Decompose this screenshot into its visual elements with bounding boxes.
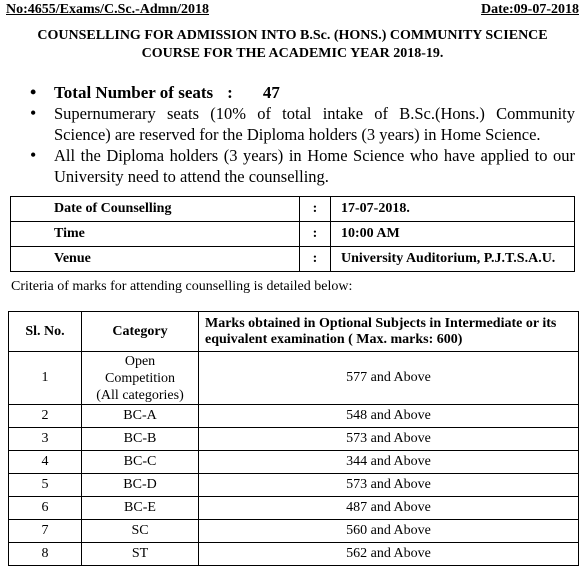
schedule-value: University Auditorium, P.J.T.S.A.U. <box>331 247 575 272</box>
row-sl: 3 <box>9 428 82 451</box>
table-row <box>9 451 579 474</box>
table-row <box>9 543 579 566</box>
table-header-row <box>9 312 579 352</box>
document-title <box>10 27 575 63</box>
title-line-1: COUNSELLING FOR ADMISSION INTO B.Sc. (HONS.) COMMUNITY SCIENCE <box>37 28 548 43</box>
table-row <box>9 428 579 451</box>
schedule-value: 17-07-2018. <box>331 197 575 222</box>
row-sl: 4 <box>9 451 82 474</box>
document-date: Date:09-07-2018 <box>481 2 579 17</box>
attend-bullet: • All the Diploma holders (3 years) in Home Science who have applied to our University need to attend the counselling. <box>30 145 575 187</box>
row-sl: 6 <box>9 497 82 520</box>
row-sl: 8 <box>9 543 82 566</box>
row-marks: 573 and Above <box>199 428 579 451</box>
schedule-row-date <box>11 197 575 222</box>
row-category: BC-C <box>82 451 199 474</box>
seats-label: Total Number of seats <box>54 83 214 102</box>
info-bullet-list <box>30 82 575 187</box>
row-marks: 577 and Above <box>199 352 579 405</box>
row-marks: 573 and Above <box>199 474 579 497</box>
row-marks: 344 and Above <box>199 451 579 474</box>
table-row <box>9 405 579 428</box>
title-line-2: COURSE FOR THE ACADEMIC YEAR 2018-19. <box>141 46 444 61</box>
header-marks: Marks obtained in Optional Subjects in Intermediate or its equivalent examination ( Max. marks: 600) <box>199 312 579 352</box>
row-category: BC-E <box>82 497 199 520</box>
document-header <box>6 2 579 20</box>
table-row <box>9 520 579 543</box>
seats-bullet <box>30 82 575 103</box>
table-row <box>9 352 579 405</box>
row-marks: 562 and Above <box>199 543 579 566</box>
row-sl: 7 <box>9 520 82 543</box>
category-line: Competition <box>105 370 175 386</box>
reference-number: No:4655/Exams/C.Sc.-Admn/2018 <box>6 2 210 17</box>
row-sl: 5 <box>9 474 82 497</box>
schedule-table <box>10 196 575 272</box>
criteria-text: Criteria of marks for attending counselling is detailed below: <box>11 279 353 294</box>
schedule-row-time <box>11 222 575 247</box>
schedule-label: Venue <box>11 247 300 272</box>
schedule-label: Time <box>11 222 300 247</box>
seats-value: 47 <box>262 83 280 102</box>
row-marks: 548 and Above <box>199 405 579 428</box>
row-category: ST <box>82 543 199 566</box>
schedule-value: 10:00 AM <box>331 222 575 247</box>
row-sl: 2 <box>9 405 82 428</box>
schedule-colon: : <box>300 222 331 247</box>
schedule-colon: : <box>300 197 331 222</box>
schedule-colon: : <box>300 247 331 272</box>
seats-colon: : <box>227 83 233 102</box>
category-line: Open <box>124 353 156 369</box>
category-line: (All categories) <box>96 387 184 403</box>
row-category: BC-B <box>82 428 199 451</box>
header-category: Category <box>82 312 199 352</box>
schedule-label: Date of Counselling <box>11 197 300 222</box>
supernumerary-bullet: • Supernumerary seats (10% of total intake of B.Sc.(Hons.) Community Science) are reserved for the Diploma holders (3 years) in Home Science. <box>30 103 575 145</box>
header-sl-no: Sl. No. <box>9 312 82 352</box>
table-row <box>9 497 579 520</box>
schedule-row-venue <box>11 247 575 272</box>
row-marks: 487 and Above <box>199 497 579 520</box>
table-row <box>9 474 579 497</box>
row-category: BC-A <box>82 405 199 428</box>
row-category: SC <box>82 520 199 543</box>
row-category: BC-D <box>82 474 199 497</box>
marks-criteria-table <box>8 311 579 566</box>
row-category <box>82 352 199 405</box>
row-marks: 560 and Above <box>199 520 579 543</box>
row-sl: 1 <box>9 352 82 405</box>
